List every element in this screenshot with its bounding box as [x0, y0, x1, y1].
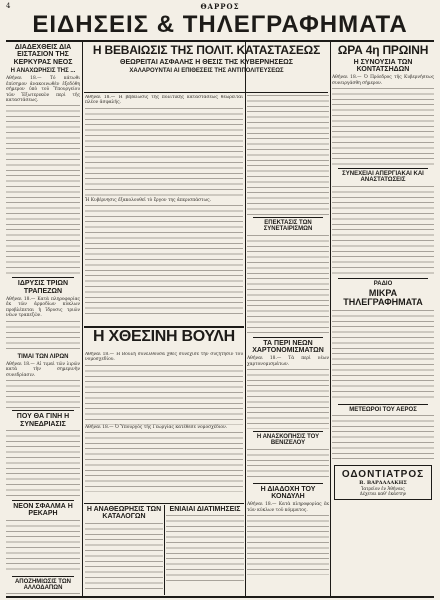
- newspaper-name: ΘΑΡΡΟΣ: [200, 2, 240, 11]
- left-headline-3: ΙΔΡΥΣΙΣ ΤΡΙΩΝ ΤΡΑΠΕΖΩΝ: [17, 280, 69, 295]
- katalogoi-headline: Η ΑΝΑΘΕΩΡΗΣΙΣ ΤΩΝ ΚΑΤΑΛΟΓΩΝ: [86, 506, 162, 521]
- left-headline-4: ΤΙΜΑΙ ΤΩΝ ΛΙΡΩΝ: [17, 353, 69, 360]
- center-text-block: [85, 432, 243, 492]
- left-column: [6, 43, 80, 596]
- left-text-block: [6, 321, 80, 353]
- cr-headline-1: ΕΠΕΚΤΑΣΙΣ ΤΩΝ ΣΥΝΕΤΑΙΡΙΣΜΩΝ: [263, 220, 313, 233]
- masthead-rule: [6, 40, 434, 42]
- center-subheadline-2: ΧΑΛΑΡΟΥΝΤΑΙ ΑΙ ΕΠΙΘΕΣΕΙΣ ΤΗΣ ΑΝΤΙΠΟΛΙΤΕΥΣΕΩΣ: [129, 67, 284, 74]
- right-text-block: [332, 415, 434, 463]
- center-headline-block: [84, 43, 329, 93]
- cr-headline-3: Η ΑΝΑΣΚΟΠΗΣΙΣ ΤΟΥ ΒΕΝΙΖΕΛΟΥ: [256, 434, 320, 447]
- right-headline-1: ΩΡΑ 4η ΠΡΩΙΝΗ: [337, 43, 429, 57]
- ad-line-2: Δέχεται καθ' ἑκάστην: [359, 491, 407, 497]
- masthead: ΕΙΔΗΣΕΙΣ & ΤΗΛΕΓΡΑΦΗΜΑΤΑ: [32, 11, 408, 38]
- bouli-paragraph-1: Αθήναι 18.— Ἡ Βουλὴ συνελθοῦσα χθὲς συνέχισε τὴν συζήτησιν τοῦ νομοσχεδίου.: [85, 352, 243, 363]
- left-headline-2: Η ΑΝΑΧΩΡΗΣΙΣ ΤΗΣ ...: [10, 68, 76, 75]
- cr-headline-2: ΤΑ ΠΕΡΙ ΝΕΩΝ ΧΑΡΤΟΝΟΜΙΣΜΑΤΩΝ: [252, 339, 324, 354]
- diatimisis-headline: ΕΝΙΑΙΑΙ ΔΙΑΤΙΜΗΣΕΙΣ: [169, 506, 241, 513]
- bouli-body: [85, 352, 243, 502]
- ad-line-1: Ἰατρεῖον ἐν Ἀθήναις: [361, 486, 405, 492]
- cr-text-block: [247, 449, 329, 481]
- cr-text-block: [247, 95, 329, 215]
- center-text-block: [166, 515, 244, 583]
- center-body-top: [85, 95, 243, 325]
- left-text-block: [6, 430, 80, 498]
- center-text-block: [85, 108, 243, 198]
- right-headline-4: ΜΙΚΡΑ ΤΗΛΕΓΡΑΦΗΜΑΤΑ: [343, 287, 423, 308]
- right-text-block: [332, 186, 434, 276]
- right-text-block: [332, 310, 434, 402]
- left-text-block: [6, 380, 80, 408]
- left-headline-6: ΝΕΟΝ ΣΦΑΛΜΑ Η ΡΕΚΑΡΗ: [13, 502, 73, 518]
- cr-paragraph-2: Αθήναι 18.— Κατὰ πληροφορίας ἐκ τῶν κύκλων τοῦ κόμματος.: [247, 502, 329, 513]
- center-paragraph-2: Ἡ Κυβέρνησις ἐξακολουθεῖ τὸ ἔργον της ἀπερισπάστως.: [85, 197, 212, 203]
- left-text-block: [6, 105, 80, 275]
- cr-headline-4: Η ΔΙΑΔΟΧΗ ΤΟΥ ΚΟΝΔΥΛΗ: [260, 485, 316, 501]
- right-headline-3: ΣΥΝΕΧΕΙΑΙ ΑΠΕΡΓΙΑΚΑΙ ΚΑΙ ΑΝΑΣΤΑΤΩΣΕΙΣ: [342, 171, 424, 184]
- center-right-column: [247, 95, 329, 595]
- left-text-block: [6, 520, 80, 574]
- center-text-block: [85, 365, 243, 425]
- ad-name: Β. ΒΑΡΔΑΛΑΚΗΣ: [359, 480, 407, 487]
- page-number: 4: [6, 2, 11, 10]
- column-divider: [245, 42, 246, 596]
- diatimisis-block: [166, 505, 244, 596]
- right-paragraph-1: Αθήναι 18.— Ὁ Πρόεδρος τῆς Κυβερνήσεως συνειργάσθη σήμερον.: [332, 75, 434, 86]
- ad-title: ΟΔΟΝΤΙΑΤΡΟΣ: [341, 469, 425, 481]
- bouli-headline: Η ΧΘΕΣΙΝΗ ΒΟΥΛΗ: [93, 328, 235, 345]
- right-text-block: [332, 88, 434, 166]
- left-headline-1: ΔΙΑΔΕΧΘΕΙΣ ΔΙΑ ΕΙΣΤΑΣΙΟΝ ΤΗΣ ΚΕΡΚΥΡΑΣ ΝΕΟΣ: [13, 44, 73, 66]
- left-headline-5: ΠΟΥ ΘΑ ΓΙΝΗ Η ΣΥΝΕΔΡΙΑΣΙΣ: [16, 413, 70, 428]
- cr-paragraph-1: Αθήναι 18.— Τὰ περὶ νέων χαρτονομισμάτων.: [247, 356, 329, 367]
- radio-label: ΡΑΔΙΟ: [373, 280, 393, 287]
- cr-text-block: [247, 515, 329, 575]
- center-subheadline-1: ΘΕΩΡΕΙΤΑΙ ΑΣΦΑΛΗΣ Η ΘΕΣΙΣ ΤΗΣ ΚΥΒΕΡΝΗΣΕΩΣ: [120, 58, 293, 66]
- cr-text-block: [247, 369, 329, 429]
- right-headline-2: Η ΣΥΝΟΥΣΙΑ ΤΩΝ ΚΟΝΤΑΤΣΗΔΩΝ: [353, 58, 413, 73]
- dentist-advertisement: [334, 465, 432, 500]
- center-text-block: [85, 523, 163, 591]
- left-headline-7: ΑΠΟΖΗΜΙΩΣΙΣ ΤΩΝ ΑΛΛΟΔΑΠΩΝ: [14, 578, 72, 591]
- center-paragraph-1: Αθήναι 18.— Ἡ βεβαίωσις τῆς πολιτικῆς καταστάσεως θεωρεῖται πλέον ἀσφαλής.: [85, 95, 243, 106]
- left-paragraph-2: Αθήναι 18.— Κατὰ πληροφορίας ἐκ τῶν ἁρμοδίων κύκλων προβλέπεται ἡ ἵδρυσις τριῶν νέων τραπεζῶν.: [6, 297, 80, 319]
- left-paragraph-3: Αθήναι 18.— Αἱ τιμαὶ τῶν λιρῶν κατὰ τὴν σημερινὴν συνεδρίασιν.: [6, 361, 80, 378]
- cr-text-block: [247, 235, 329, 335]
- center-text-block: [85, 205, 243, 315]
- column-divider: [82, 42, 83, 596]
- katalogoi-block: [85, 505, 163, 596]
- right-column: [332, 43, 434, 596]
- bottom-rule: [6, 596, 434, 598]
- center-main-headline: Η ΒΕΒΑΙΩΣΙΣ ΤΗΣ ΠΟΛΙΤ. ΚΑΤΑΣΤΑΣΕΩΣ: [92, 43, 321, 57]
- bouli-paragraph-2: Αθήναι 18.— Ὁ Ὑπουργὸς τῆς Γεωργίας κατέθεσε νομοσχέδιον.: [85, 424, 228, 430]
- right-headline-5: ΜΕΤΕΩΡΟΙ ΤΟΥ ΑΕΡΟΣ: [349, 406, 417, 413]
- column-divider: [330, 42, 331, 596]
- left-paragraph-1: Αθήναι 18.— Τό κάτωθι ἐπίσημον ἀνακοινωθὲν ἐξεδόθη σήμερον ὑπὸ τοῦ Ὑπουργείου τῶν Ἐξωτερικῶν περὶ τῆς καταστάσεως.: [6, 76, 80, 103]
- bouli-headline-block: [84, 328, 244, 352]
